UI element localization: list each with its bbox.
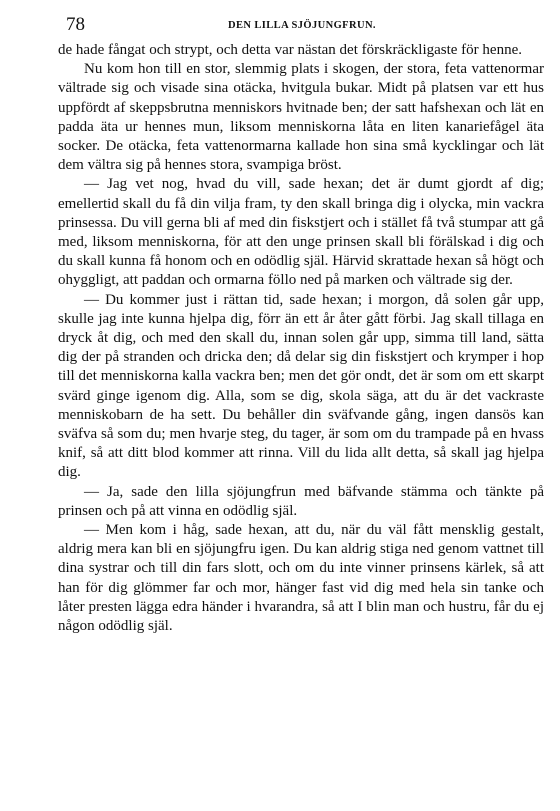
paragraph-witch-speech-2: — Du kommer just i rättan tid, sade hexan; i morgon, då solen går upp, skulle jag inte kunna hjelpa dig, förr än ett år åter gått förbi. Jag skall tillaga en dryck åt dig, och med den skall du, innan solen går upp, simma till land, sätta dig der på stranden och dricka den; då delar sig din fiskstjert och krymper i hop till det menniskorna kalla vackra ben; men det gör ondt, det är som om ett skarpt svärd ginge igenom dig. Alla, som se dig, skola säga, att du är det vackraste menniskobarn de ha sett. Du behåller din sväfvande gång, ingen dansös kan sväfva så som du; men hvarje steg, du tager, är som om du trampade på en hvass knif, så att ditt blod kommer att rinna. Vill du lida allt detta, så skall jag hjelpa dig. xyxy=(58,291,544,481)
paragraph-witch-speech-1: — Jag vet nog, hvad du vill, sade hexan; det är dumt gjordt af dig; emellertid skall du få din vilja fram, ty den skall bringa dig i olycka, min vackra prinsessa. Du vill gerna bli af med din fiskstjert och i stället få två stumpar att gå med, liksom menniskorna, för att den unge prinsen skall bli förälskad i dig och du skall kunna få honom och en odödlig själ. Härvid skrattade hexan så högt och ohyggligt, att paddan och ormarna föllo ned på marken och vältrade sig der. xyxy=(58,176,544,289)
running-title: DEN LILLA SJÖJUNGFRUN. xyxy=(228,20,376,31)
paragraph-continued: de hade fångat och strypt, och detta var nästan det förskräckligaste för henne. xyxy=(58,42,522,58)
paragraph-witch-lair: Nu kom hon till en stor, slemmig plats i skogen, der stora, feta vattenormar vältrade sig och visade sina otäcka, hvitgula bukar. Midt på platsen var ett hus uppfördt af skeppsbrutna menniskors hvitnade ben; der satt hafshexan och lät en padda äta ur hennes mun, liksom menniskorna låta en liten kanariefågel äta socker. De otäcka, feta vattenormarna kallade hon sina små kycklingar och lät dem vältra sig på hennes stora, svampiga bröst. xyxy=(58,61,544,174)
body-text xyxy=(58,41,544,636)
page-number: 78 xyxy=(66,14,85,35)
paragraph-mermaid-reply: — Ja, sade den lilla sjöjungfrun med bäfvande stämma och tänkte på prinsen och på att vinna en odödlig själ. xyxy=(58,483,544,519)
paragraph-witch-warning: — Men kom i håg, sade hexan, att du, när du väl fått mensklig gestalt, aldrig mera kan bli en sjöjungfru igen. Du kan aldrig stiga ned genom vattnet till dina systrar och till din fars slott, och om du inte vinner prinsens kärlek, så att han för dig glömmer far och mor, hänger fast vid dig med hela sin tanke och låter presten lägga edra händer i hvarandra, så att I blin man och hustru, får du ej någon odödlig själ. xyxy=(58,522,544,635)
running-head xyxy=(58,14,544,40)
book-page xyxy=(58,14,544,636)
